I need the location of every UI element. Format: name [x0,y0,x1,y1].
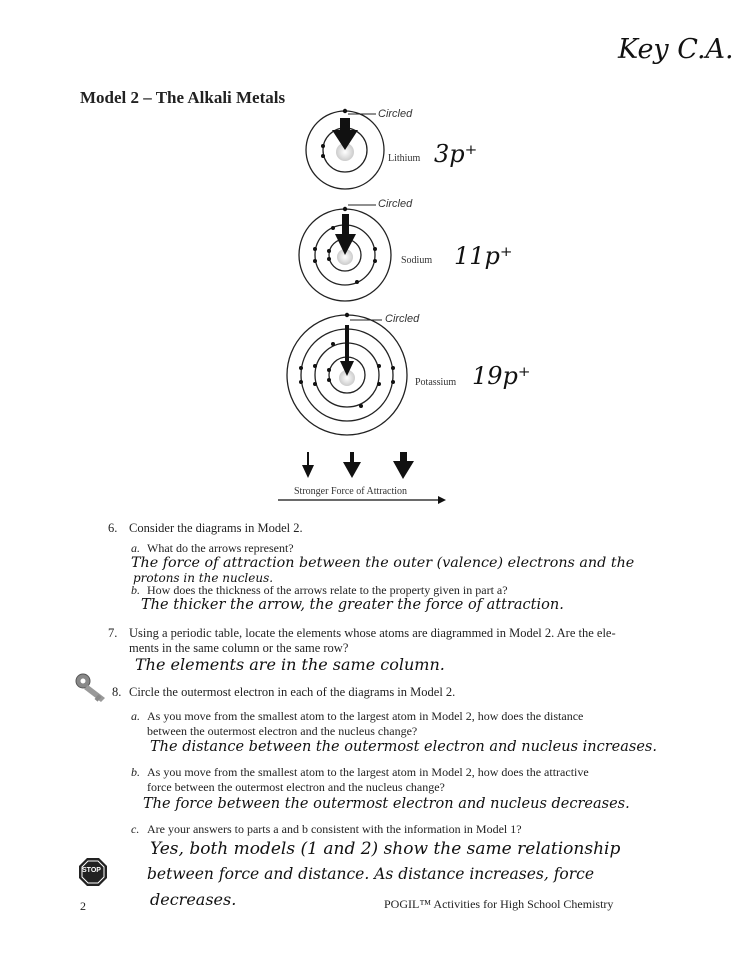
q8b-answer: The force between the outermost electron and nucleus decreases. [143,796,630,812]
q6a-answer-line1: The force of attraction between the outer (valence) electrons and the [131,555,635,571]
q8c-answer-line1: Yes, both models (1 and 2) show the same relationship [150,839,621,859]
protons-lithium: 3p⁺ [434,140,478,168]
circled-label-lithium: Circled [378,108,413,120]
q8c-text: Are your answers to parts a and b consistent with the information in Model 1? [147,822,522,836]
circled-label-sodium: Circled [378,198,413,210]
q8b-text-line1: As you move from the smallest atom to the largest atom in Model 2, how does the attractive [147,765,589,779]
sodium-atom [299,205,391,301]
q8c-letter: c. [131,822,140,836]
q6-text: Consider the diagrams in Model 2. [129,521,303,535]
q8c-answer-line3: decreases. [150,890,237,909]
element-label-lithium: Lithium [388,153,421,164]
lithium-atom [306,109,384,189]
q6a-text: What do the arrows represent? [147,541,294,555]
stop-label: STOP [82,867,101,874]
q6b-letter: b. [131,583,140,597]
page-number: 2 [80,899,86,913]
q6a-letter: a. [131,541,140,555]
q8a-answer: The distance between the outermost electron and nucleus increases. [150,739,657,755]
potassium-atom [287,313,407,435]
q8a-text-line2: between the outermost electron and the nucleus change? [147,724,418,738]
q8b-text-line2: force between the outermost electron and the nucleus change? [147,780,445,794]
q8a-text-line1: As you move from the smallest atom to the largest atom in Model 2, how does the distance [147,709,584,723]
key-icon [76,674,105,702]
q7-text-line1: Using a periodic table, locate the elements whose atoms are diagrammed in Model 2. Are the ele- [129,626,616,640]
q8-text: Circle the outermost electron in each of the diagrams in Model 2. [129,685,456,699]
element-label-sodium: Sodium [401,255,433,266]
q6b-answer: The thicker the arrow, the greater the force of attraction. [141,597,564,613]
q6b-text: How does the thickness of the arrows relate to the property given in part a? [147,583,508,597]
footer-series: POGIL™ Activities for High School Chemistry [384,897,614,911]
q8b-letter: b. [131,765,140,779]
model-title: Model 2 – The Alkali Metals [80,88,286,107]
protons-potassium: 19p⁺ [472,362,531,390]
force-label: Stronger Force of Attraction [294,486,408,497]
q7-number: 7. [108,626,118,640]
protons-sodium: 11p⁺ [454,242,513,270]
q7-answer: The elements are in the same column. [135,655,445,674]
q6a-answer-line2: protons in the nucleus. [133,571,274,585]
q7-text-line2: ments in the same column or the same row? [129,641,349,655]
q8a-letter: a. [131,709,140,723]
q6-number: 6. [108,521,118,535]
key-handwritten-note: Key C.A. [618,34,734,65]
q8c-answer-line2: between force and distance. As distance increases, force [147,865,595,883]
circled-label-potassium: Circled [385,313,420,325]
element-label-potassium: Potassium [415,377,457,388]
q8-number: 8. [112,685,122,699]
